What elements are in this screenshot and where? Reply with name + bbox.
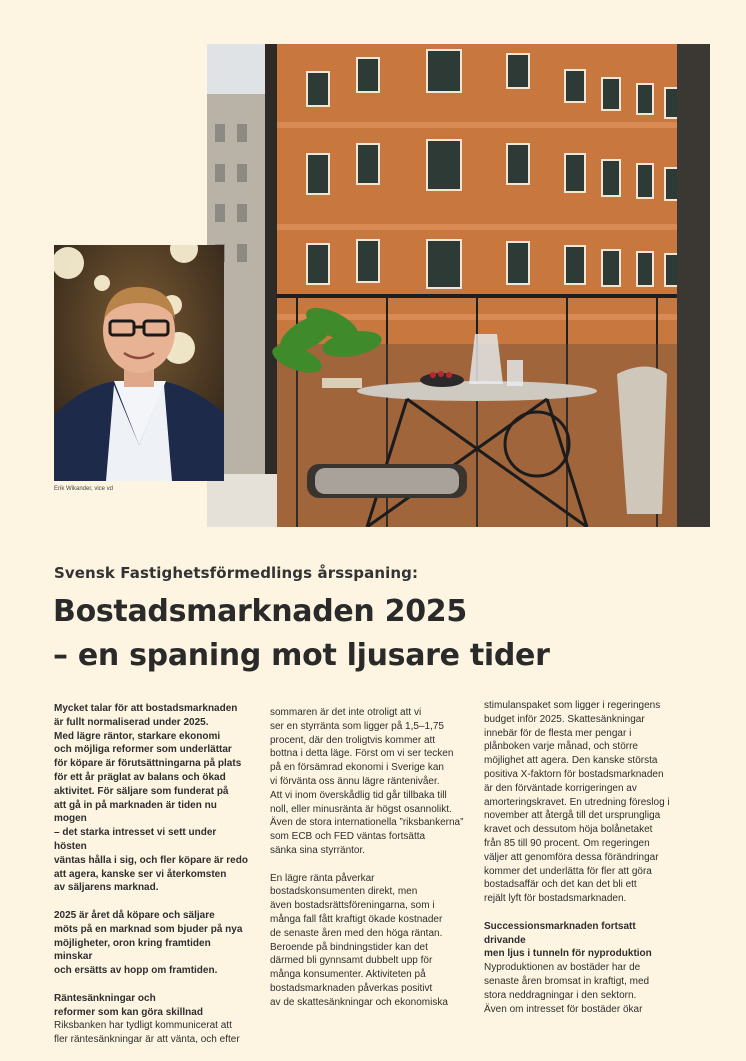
text-line: budget inför 2025. Skattesänkningar <box>484 713 645 725</box>
text-line: noll, eller minusränta är högst osannolikt. <box>270 803 452 815</box>
text-line: bostadsmarknaden påverkas positivt <box>270 982 433 994</box>
body-paragraph <box>270 706 466 858</box>
text-line: kommer det underlätta för fler att göra <box>484 865 652 877</box>
text-line: på en försämrad ekonomi i Sverige kan <box>270 762 444 774</box>
lead-paragraph-2 <box>54 909 250 978</box>
text-line: därmed bli gynnsamt dubbelt upp för <box>270 955 433 967</box>
text-line: många fall fått kraftigt ökade kostnader <box>270 913 443 925</box>
text-line: väljer att genomföra dessa förändringar <box>484 851 659 863</box>
text-line: Nyproduktionen av bostäder har de <box>484 962 641 974</box>
text-line: Även de stora internationella ”riksbankerna” <box>270 817 464 829</box>
text-line: sommaren är det inte otroligt att vi <box>270 707 422 718</box>
body-paragraph <box>484 699 680 906</box>
text-line: amorteringskravet. En utredning föreslog i <box>484 796 670 808</box>
text-line: Beroende på bindningstider kan det <box>270 941 428 953</box>
text-line: Med lägre räntor, starkare ekonomi <box>54 730 221 742</box>
text-line: – det starka intresset vi sett under hösten <box>54 827 217 852</box>
text-line: kravet och dessutom höja bolånetaket <box>484 824 653 836</box>
text-line: bostadskonsumenten direkt, men <box>270 886 418 898</box>
text-line: stimulanspaket som ligger i regeringens <box>484 700 661 711</box>
text-line: fler räntesänkningar är att vänta, och efter <box>54 1034 240 1046</box>
section-heading-rates <box>54 992 250 1047</box>
text-line: Räntesänkningar och <box>54 992 156 1004</box>
photo-caption: Erik Wikander, vice vd <box>54 486 114 492</box>
text-line: att gå in på marknaden är tiden nu mogen <box>54 799 217 825</box>
text-line: men ljus i tunneln för nyproduktion <box>484 948 652 960</box>
text-line: som ECB och FED väntas fortsätta <box>270 831 426 843</box>
text-line: Mycket talar för att bostadsmarknaden <box>54 703 238 714</box>
text-line: för ett år präglat av balans och ökad <box>54 771 226 783</box>
text-line: procent, där den troligtvis kommer att <box>270 734 436 746</box>
text-line: många konsumenter. Aktiviteten på <box>270 969 426 981</box>
text-line: reformer som kan göra skillnad <box>54 1006 203 1018</box>
text-line: bottna i detta läge. Först om vi ser tecken <box>270 748 454 760</box>
text-line: möjligheter, oron kring framtiden minskar <box>54 937 211 963</box>
text-line: 2025 är året då köpare och säljare <box>54 909 215 921</box>
text-line: rejält lyft för bostadsmarknaden. <box>484 893 627 905</box>
text-line: vi förvänta oss ännu lägre räntenivåer. <box>270 775 440 787</box>
body-paragraph <box>270 872 466 1010</box>
text-line: Successionsmarknaden fortsatt drivande <box>484 920 636 946</box>
lead-paragraph-1 <box>54 702 250 895</box>
text-line: stora neddragningar i den sektorn. <box>484 989 637 1001</box>
title-line-1: Bostadsmarknaden 2025 <box>53 594 467 629</box>
text-line: positiva X-faktorn för bostadsmarknaden <box>484 768 664 780</box>
text-line: plånboken varje månad, och större <box>484 741 638 753</box>
text-line: att agera, kanske ser vi återkomsten <box>54 868 227 880</box>
text-column-1 <box>54 702 250 1061</box>
text-line: möts på en marknad som bjuder på nya <box>54 923 243 935</box>
text-line: Även om intresset för bostäder ökar <box>484 1003 643 1015</box>
text-line: är den förväntade korrigeringen av <box>484 782 637 794</box>
main-title <box>53 590 550 678</box>
text-line: och ersätts av hopp om framtiden. <box>54 965 218 977</box>
text-line: väntas hålla i sig, och fler köpare är redo <box>54 854 248 866</box>
hero-photo-balcony <box>207 44 710 527</box>
text-line: Riksbanken har tydligt kommunicerat att <box>54 1020 232 1032</box>
text-column-3 <box>484 699 680 1016</box>
text-line: aktivitet. För säljare som funderat på <box>54 785 229 797</box>
text-line: möjlighet att agera. Den kanske största <box>484 755 658 767</box>
text-line: november att återgå till det ursprungliga <box>484 810 661 822</box>
text-line: En lägre ränta påverkar <box>270 872 375 884</box>
title-line-2: – en spaning mot ljusare tider <box>53 638 550 673</box>
text-line: av de skattesänkningar och ekonomiska <box>270 996 448 1008</box>
text-line: och möjliga reformer som underlättar <box>54 744 232 756</box>
text-line: innebär för de flesta mer pengar i <box>484 727 632 739</box>
text-line: för köpare är förutsättningarna på plats <box>54 758 242 770</box>
text-line: senaste åren bromsat in kraftigt, med <box>484 975 650 987</box>
text-line: bostadsaffär och det kan det bli ett <box>484 879 637 891</box>
text-line: Att vi inom överskådlig tid går tillbaka till <box>270 789 447 801</box>
section-heading-succession <box>484 920 680 1017</box>
text-line: är fullt normaliserad under 2025. <box>54 716 209 728</box>
text-column-2 <box>270 706 466 1023</box>
text-line: av säljarens marknad. <box>54 882 159 894</box>
portrait-photo <box>54 245 224 481</box>
text-line: ser en styrränta som ligger på 1,5–1,75 <box>270 720 444 732</box>
text-line: även bostadsrättsföreningarna, som i <box>270 900 435 912</box>
text-line: från 85 till 90 procent. Om regeringen <box>484 837 650 849</box>
kicker-heading: Svensk Fastighetsförmedlings årsspaning: <box>54 564 419 582</box>
text-line: de senaste åren med den höga räntan. <box>270 927 443 939</box>
text-line: sänka sina styrräntor. <box>270 844 366 856</box>
